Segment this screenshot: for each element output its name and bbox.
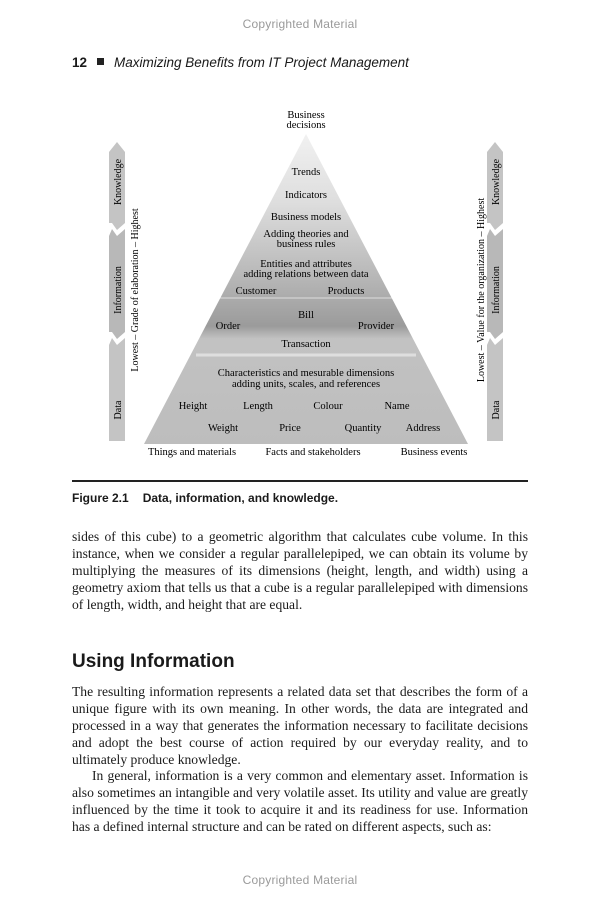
figure-caption [72, 491, 338, 505]
caption-text: Data, information, and knowledge. [142, 491, 339, 505]
paragraph-text: The resulting information represents a related data set that describes the form of a unique figure with its own meaning. In other words, the data are integrated and processed in a way that generates the information necessary to facilitate decisions and adopt the best course of action required by our everyday reality, and to ultimately produce knowledge. [72, 684, 528, 767]
watermark-bottom: Copyrighted Material [242, 873, 358, 887]
label-colour: Colour [313, 401, 343, 412]
label-theories-2: business rules [276, 239, 336, 250]
paragraph-text: In general, information is a very common and elementary asset. Information is also sometimes an intangible and very volatile asset. Its utility and value are greatly influenced by the time it took to acquire it and its readiness for use. Information has a defined internal structure and can be rated on different aspects, such as: [72, 768, 528, 834]
apex-label-line-2: decisions [286, 120, 326, 131]
paragraph-text: sides of this cube) to a geometric algorithm that calculates cube volume. In this instance, when we consider a regular parallelepiped, we can obtain its volume by multiplying the measures of its dimensions (height, length, and width) using a geometry axiom that tells us that a cube is a regular parallelepiped with dimensions of length, width, and height that are equal. [72, 529, 528, 612]
label-price: Price [279, 423, 301, 434]
base-label-events: Business events [400, 447, 468, 458]
body-paragraph-3 [72, 767, 528, 835]
label-indicators: Indicators [285, 190, 327, 201]
base-label-facts: Facts and stakeholders [265, 447, 361, 458]
label-characteristics-1: Characteristics and mesurable dimensions [217, 368, 395, 379]
caption-rule [72, 480, 528, 482]
label-entities-2: adding relations between data [243, 269, 369, 280]
label-address: Address [405, 423, 441, 434]
running-head [72, 55, 409, 70]
label-quantity: Quantity [344, 423, 382, 434]
label-characteristics-2: adding units, scales, and references [231, 379, 381, 390]
apex-label-line-1: Business [287, 110, 325, 121]
base-label-things: Things and materials [147, 447, 237, 458]
label-name: Name [384, 401, 410, 412]
label-trends: Trends [291, 167, 321, 178]
section-heading: Using Information [72, 651, 235, 672]
label-order: Order [215, 321, 241, 332]
label-products: Products [327, 286, 365, 297]
label-weight: Weight [207, 423, 239, 434]
square-bullet-icon [97, 58, 104, 65]
left-knowledge-label: Knowledge [113, 158, 124, 206]
left-information-label: Information [113, 266, 124, 314]
right-information-label: Information [491, 266, 502, 314]
label-business-models: Business models [270, 212, 342, 223]
right-scale-label: Lowest – Value for the organization – Highest [476, 197, 487, 383]
label-bill: Bill [298, 310, 314, 321]
left-scale-label: Lowest – Grade of elaboration – Highest [130, 208, 141, 372]
left-data-label: Data [113, 400, 124, 420]
label-entities-1: Entities and attributes [260, 259, 352, 270]
page-number: 12 [72, 55, 88, 70]
pyramid-shape [144, 134, 468, 444]
label-theories-1: Adding theories and [263, 229, 349, 240]
right-value-arrow [476, 142, 503, 441]
watermark-top: Copyrighted Material [242, 17, 358, 31]
left-elaboration-arrow [109, 142, 141, 441]
body-paragraph-1 [72, 528, 528, 613]
figure-pyramid [0, 100, 600, 470]
book-title: Maximizing Benefits from IT Project Management [114, 55, 409, 70]
body-paragraph-2 [72, 683, 528, 768]
caption-label: Figure 2.1 [72, 491, 129, 505]
label-provider: Provider [357, 321, 395, 332]
label-length: Length [243, 401, 273, 412]
arrow-segment-data [109, 338, 125, 441]
label-height: Height [178, 401, 208, 412]
right-knowledge-label: Knowledge [491, 158, 502, 206]
label-customer: Customer [235, 286, 277, 297]
label-transaction: Transaction [281, 339, 331, 350]
arrow-segment-data [487, 338, 503, 441]
right-data-label: Data [491, 400, 502, 420]
